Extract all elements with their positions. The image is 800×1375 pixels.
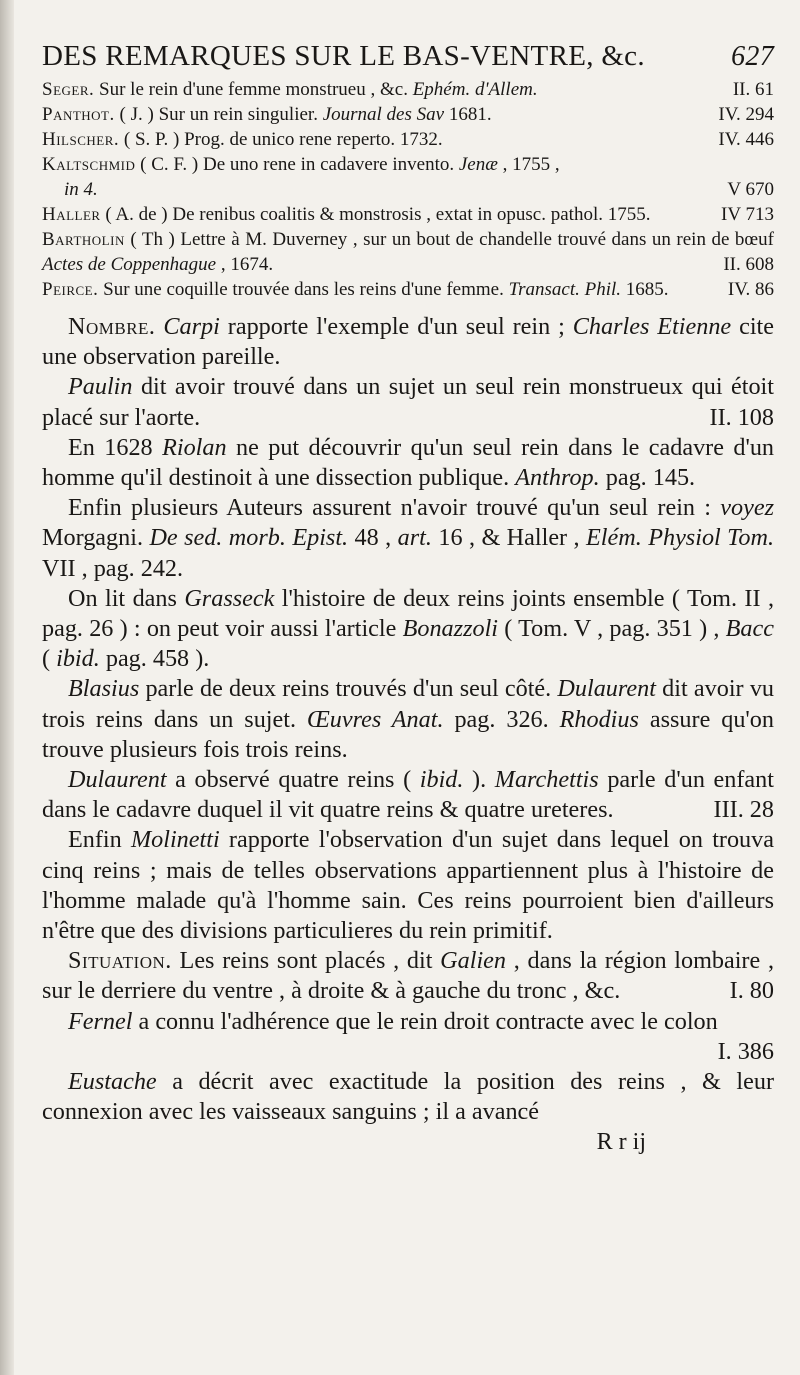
paragraph-reference: I. 80 [729,977,774,1005]
paragraph: Blasius parle de deux reins trouvés d'un seul côté. Dulaurent dit avoir vu trois reins dans un sujet. Œuvres Anat. pag. 326. Rhodius assure qu'on trouve plusieurs fois trois reins. [42,675,775,763]
bibliography-entry: Seger. Sur le rein d'une femme monstrueu , &c. Ephém. d'Allem. II. 61 [42,79,774,100]
paragraph: Fernel a connu l'adhérence que le rein droit contracte avec le colon I. 386 [42,1007,774,1067]
paragraph-nombre: Nombre. Carpi rapporte l'exemple d'un seul rein ; Charles Etienne cite une observation pareille. [42,313,774,371]
entry-reference: IV 713 [721,204,774,225]
entry-reference: IV. 446 [718,129,774,150]
bibliography-list [42,77,774,302]
paragraph-situation: Situation. Les reins sont placés , dit Galien , dans la région lombaire , sur le derriere du ventre , à droite & à gauche du tronc , &c. I. 80 [42,946,774,1006]
paragraph: En 1628 Riolan ne put découvrir qu'un seul rein dans le cadavre d'un homme qu'il destinoit à une dissection publique. Anthrop. pag. 145. [42,433,775,492]
section-heading: Situation. [68,947,172,975]
section-heading: Nombre. [68,313,156,340]
page-number: 627 [731,41,774,72]
signature-mark: R r ij [596,1129,646,1156]
bibliography-entry: Haller ( A. de ) De renibus coalitis & monstrosis , extat in opusc. pathol. 1755. IV 713 [42,204,774,225]
paragraph-reference: I. 386 [717,1037,774,1065]
paragraph: Dulaurent a observé quatre reins ( ibid. ). Marchettis parle d'un enfant dans le cadavre duquel il vit quatre reins & quatre ureteres. III. 28 [42,765,774,825]
bibliography-entry: Panthot. ( J. ) Sur un rein singulier. Journal des Sav 1681. IV. 294 [42,104,774,125]
paragraph-reference: II. 108 [709,403,774,431]
entry-reference: V 670 [727,179,774,200]
bibliography-entry: Peirce. Sur une coquille trouvée dans les reins d'une femme. Transact. Phil. 1685. IV. 86 [42,279,774,300]
paragraph: Enfin plusieurs Auteurs assurent n'avoir trouvé qu'un seul rein : voyez Morgagni. De sed. morb. Epist. 48 , art. 16 , & Haller , Elém. Physiol Tom. VII , pag. 242. [42,494,775,582]
body-text [42,312,774,1127]
bibliography-entry: Kaltschmid ( C. F. ) De uno rene in cadavere invento. Jenæ , 1755 , in 4. V 670 [42,154,774,200]
paragraph: On lit dans Grasseck l'histoire de deux reins joints ensemble ( Tom. II , pag. 26 ) : on peut voir aussi l'article Bonazzoli ( Tom. V , pag. 351 ) , Bacc ( ibid. pag. 458 ). [42,584,775,673]
paragraph: Enfin Molinetti rapporte l'observation d'un sujet dans lequel on trouva cinq reins ; mais de telles observations appartiennent plus à l'histoire de l'homme malade qu'à l'homme sain. Ces reins pourroient bien d'ailleurs n'être que des divisions particulieres du rein primitif. [42,826,774,945]
entry-reference: II. 608 [723,254,774,275]
entry-reference: IV. 294 [718,104,774,125]
bibliography-entry: Bartholin ( Th ) Lettre à M. Duverney , sur un bout de chandelle trouvé dans un rein de bœuf Actes de Coppenhague , 1674. II. 608 [42,229,774,275]
page-gutter [0,0,14,1375]
entry-reference: IV. 86 [727,279,774,300]
page-title: DES REMARQUES SUR LE BAS-VENTRE, &c. [42,40,645,72]
paragraph: Paulin dit avoir trouvé dans un sujet un seul rein monstrueux qui étoit placé sur l'aorte. II. 108 [42,372,774,432]
paragraph: Eustache a décrit avec exactitude la position des reins , & leur connexion avec les vaisseaux sanguins ; il a avancé [42,1068,774,1126]
bibliography-entry: Hilscher. ( S. P. ) Prog. de unico rene reperto. 1732. IV. 446 [42,129,774,150]
paragraph-reference: III. 28 [713,796,774,824]
entry-reference: II. 61 [732,79,774,100]
running-head [42,40,774,73]
